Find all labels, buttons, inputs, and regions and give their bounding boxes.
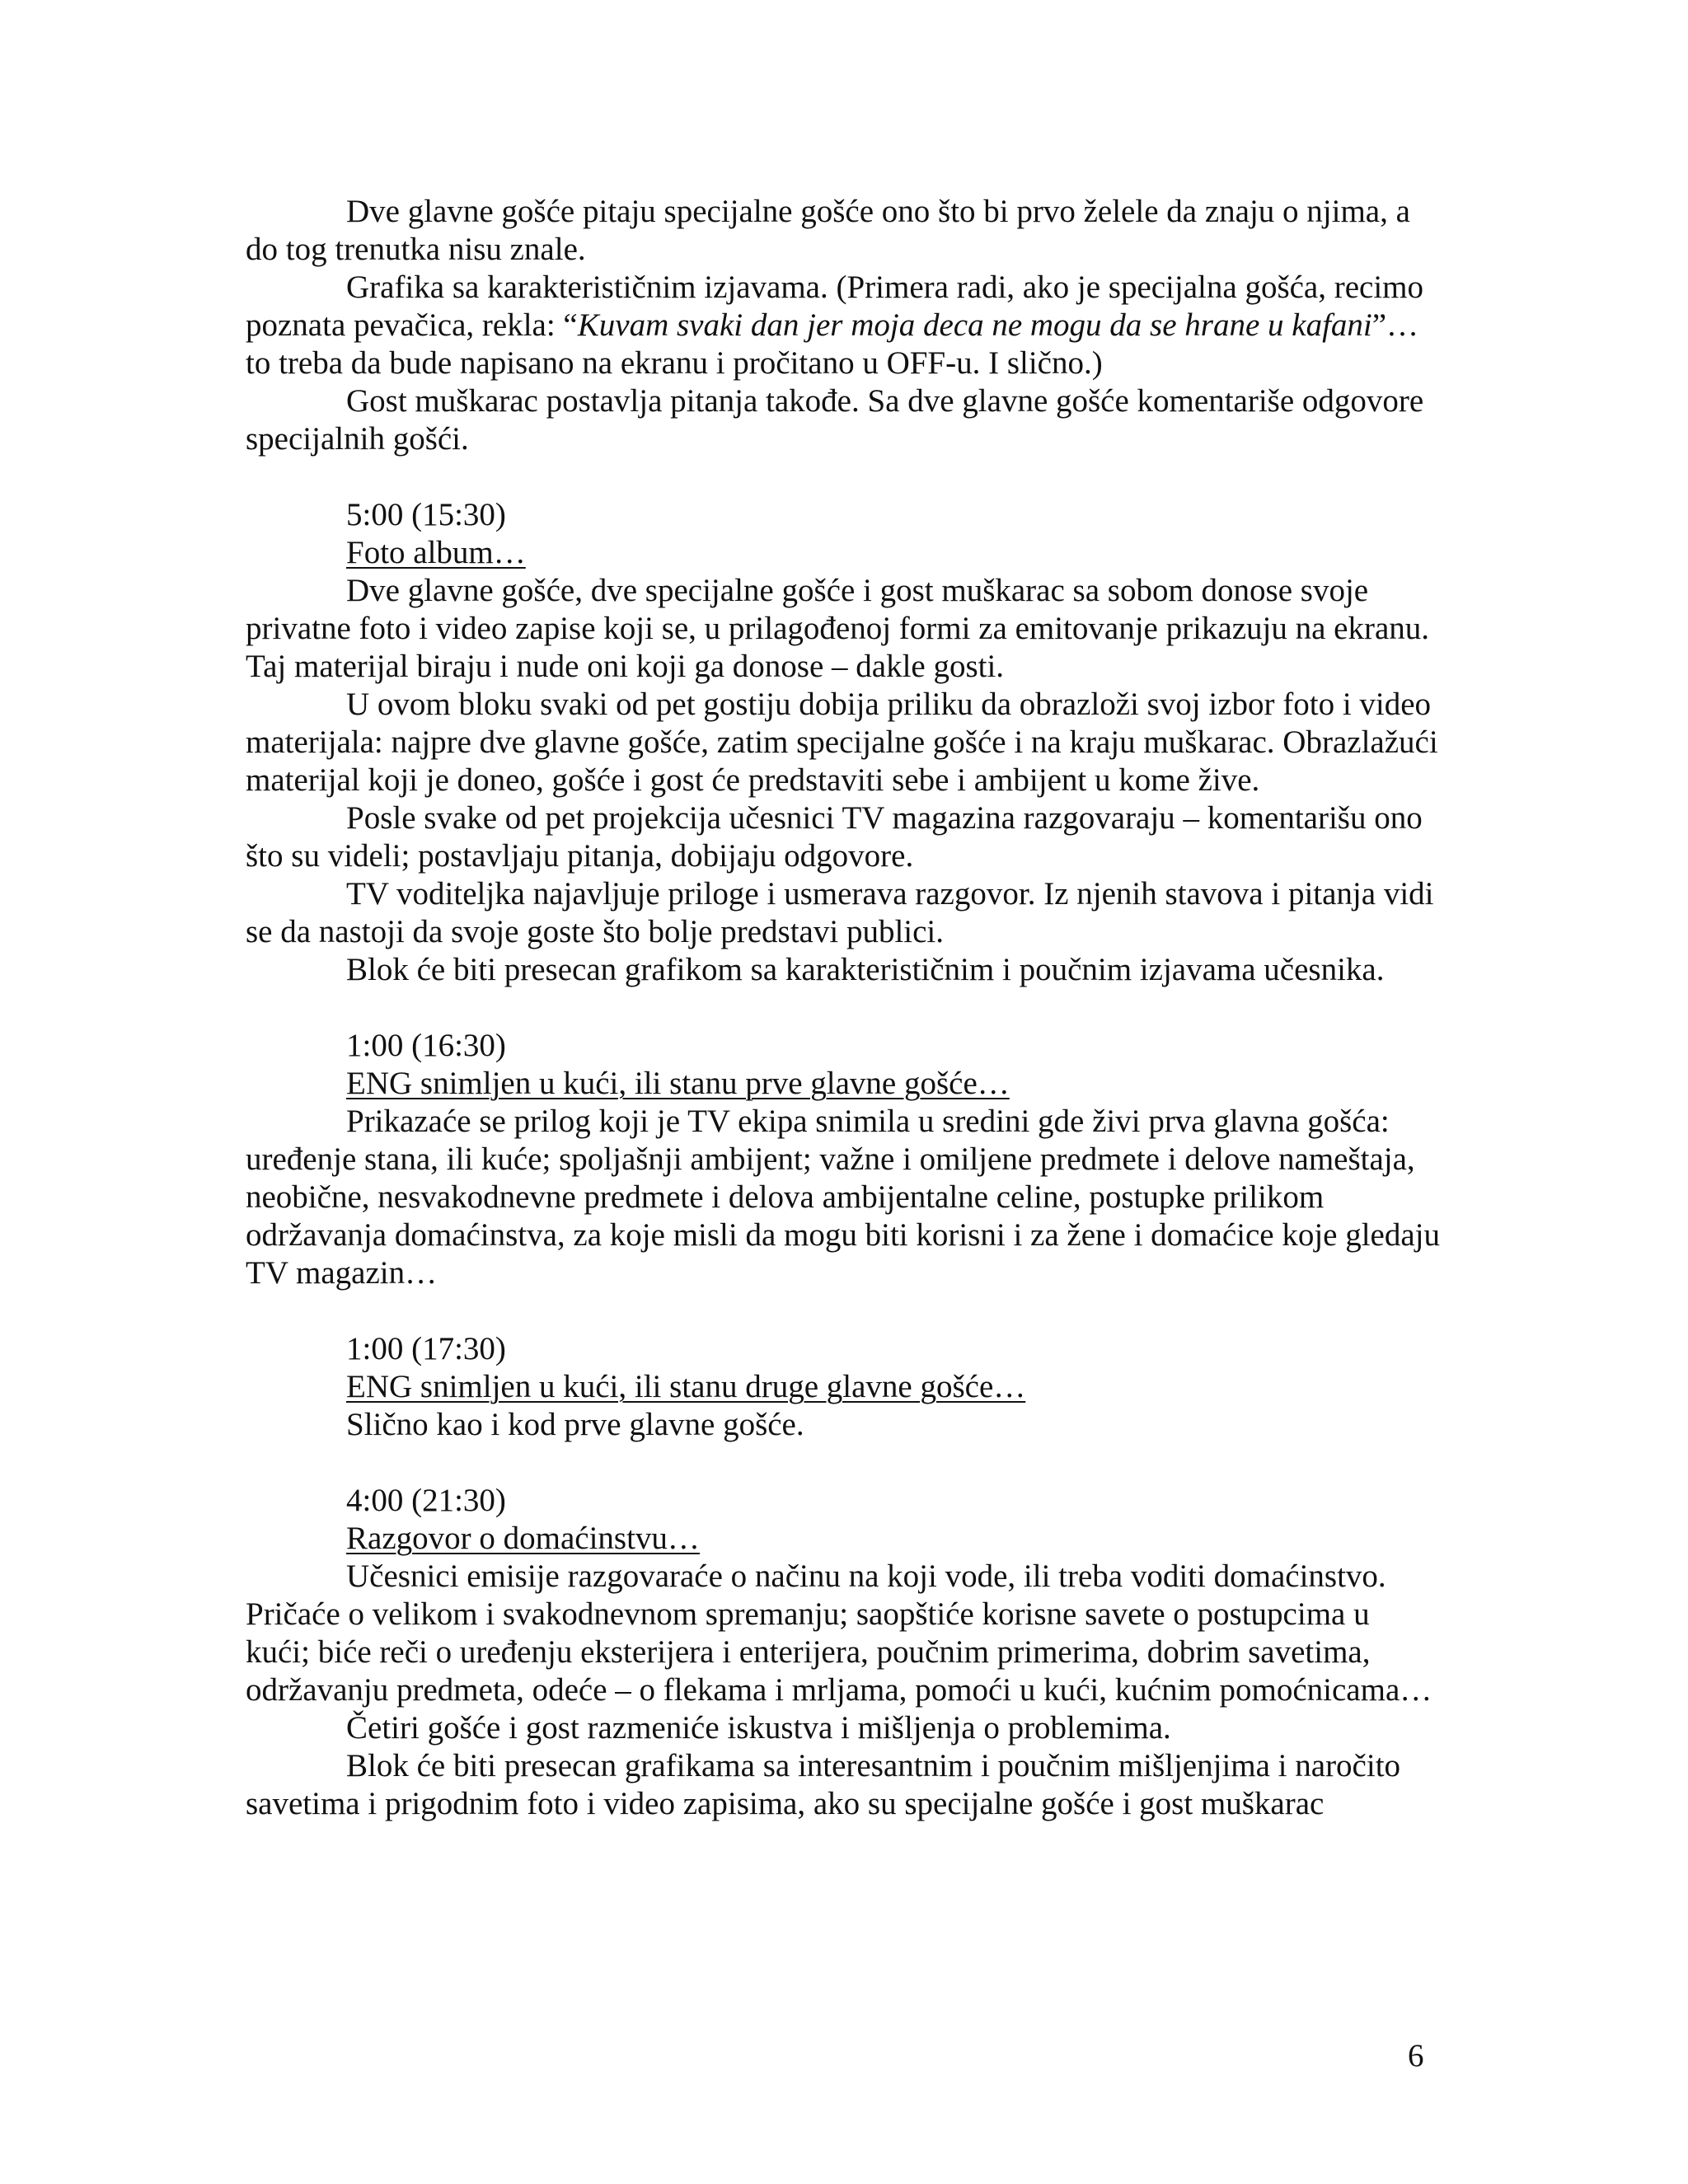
section-title bbox=[246, 1368, 1441, 1406]
intro-paragraph-2-end: ”… to treba da bude napisano na ekranu i pročitano u OFF-u. I slično.) bbox=[246, 307, 1419, 381]
section-foto-album bbox=[246, 496, 1441, 989]
page-number: 6 bbox=[1408, 2038, 1424, 2074]
intro-paragraph-2 bbox=[246, 269, 1441, 382]
intro-paragraph-3: Gost muškarac postavlja pitanja takođe. Sa dve glavne gošće komentariše odgovore specijalnih gošći. bbox=[246, 383, 1424, 457]
document-page bbox=[246, 193, 1441, 1823]
section-title-text: ENG snimljen u kući, ili stanu druge glavne gošće… bbox=[346, 1369, 1026, 1404]
section-time: 1:00 (16:30) bbox=[346, 1028, 506, 1063]
intro-paragraph-1: Dve glavne gošće pitaju specijalne gošće ono što bi prvo želele da znaju o njima, a do tog trenutka nisu znale. bbox=[246, 194, 1410, 267]
section-title bbox=[246, 1065, 1441, 1103]
section-title-text: Razgovor o domaćinstvu… bbox=[346, 1521, 700, 1556]
section-paragraph: U ovom bloku svaki od pet gostiju dobija priliku da obrazloži svoj izbor foto i video materijala: najpre dve glavne gošće, zatim specijalne gošće i na kraju muškarac. Obrazlažući materijal koji je doneo, gošće i gost će predstaviti sebe i ambijent u kome žive. bbox=[246, 687, 1438, 798]
section-paragraph: Slično kao i kod prve glavne gošće. bbox=[346, 1407, 804, 1442]
section-title-text: Foto album… bbox=[346, 535, 526, 570]
section-paragraph: Četiri gošće i gost razmeniće iskustva i mišljenja o problemima. bbox=[346, 1710, 1171, 1746]
section-paragraph: TV voditeljka najavljuje priloge i usmerava razgovor. Iz njenih stavova i pitanja vidi se da nastoji da svoje goste što bolje predstavi publici. bbox=[246, 876, 1434, 949]
section-title bbox=[246, 534, 1441, 572]
section-title bbox=[246, 1520, 1441, 1558]
section-paragraph: Prikazaće se prilog koji je TV ekipa snimila u sredini gde živi prva glavna gošća: uređenje stana, ili kuće; spoljašnji ambijent; važne i omiljene predmete i delove nameštaja, neobične, nesvakodnevne predmete i delova ambijentalne celine, postupke prilikom održavanja domaćinstva, za koje misli da mogu biti korisni i za žene i domaćice koje gledaju TV magazin… bbox=[246, 1104, 1441, 1291]
section-title-text: ENG snimljen u kući, ili stanu prve glavne gošće… bbox=[346, 1066, 1010, 1101]
section-time: 5:00 (15:30) bbox=[346, 497, 506, 532]
section-time: 1:00 (17:30) bbox=[346, 1331, 506, 1366]
section-household-talk bbox=[246, 1482, 1441, 1823]
section-eng-first-guest bbox=[246, 1027, 1441, 1292]
section-time: 4:00 (21:30) bbox=[346, 1483, 506, 1518]
section-paragraph: Posle svake od pet projekcija učesnici TV magazina razgovaraju – komentarišu ono što su videli; postavljaju pitanja, dobijaju odgovore. bbox=[246, 800, 1423, 874]
section-paragraph: Blok će biti presecan grafikama sa interesantnim i poučnim mišljenjima i naročito savetima i prigodnim foto i video zapisima, ako su specijalne gošće i gost muškarac bbox=[246, 1748, 1401, 1821]
section-paragraph: Učesnici emisije razgovaraće o načinu na koji vode, ili treba voditi domaćinstvo. Pričaće o velikom i svakodnevnom spremanju; saopštiće korisne savete o postupcima u kući; biće reči o uređenju eksterijera i enterijera, poučnim primerima, dobrim savetima, održavanju predmeta, odeće – o flekama i mrljama, pomoći u kući, kućnim pomoćnicama… bbox=[246, 1558, 1432, 1708]
section-eng-second-guest bbox=[246, 1330, 1441, 1444]
section-paragraph: Dve glavne gošće, dve specijalne gošće i gost muškarac sa sobom donose svoje privatne foto i video zapise koji se, u prilagođenoj formi za emitovanje prikazuju na ekranu. Taj materijal biraju i nude oni koji ga donose – dakle gosti. bbox=[246, 573, 1430, 684]
section-paragraph: Blok će biti presecan grafikom sa karakterističnim i poučnim izjavama učesnika. bbox=[346, 952, 1385, 987]
quoted-statement: Kuvam svaki dan jer moja deca ne mogu da se hrane u kafani bbox=[577, 307, 1372, 343]
intro-paragraph-2-start: Grafika sa karakterističnim izjavama. (Primera radi, ako je specijalna gošća, recimo poznata pevačica, rekla: “ bbox=[246, 269, 1424, 343]
